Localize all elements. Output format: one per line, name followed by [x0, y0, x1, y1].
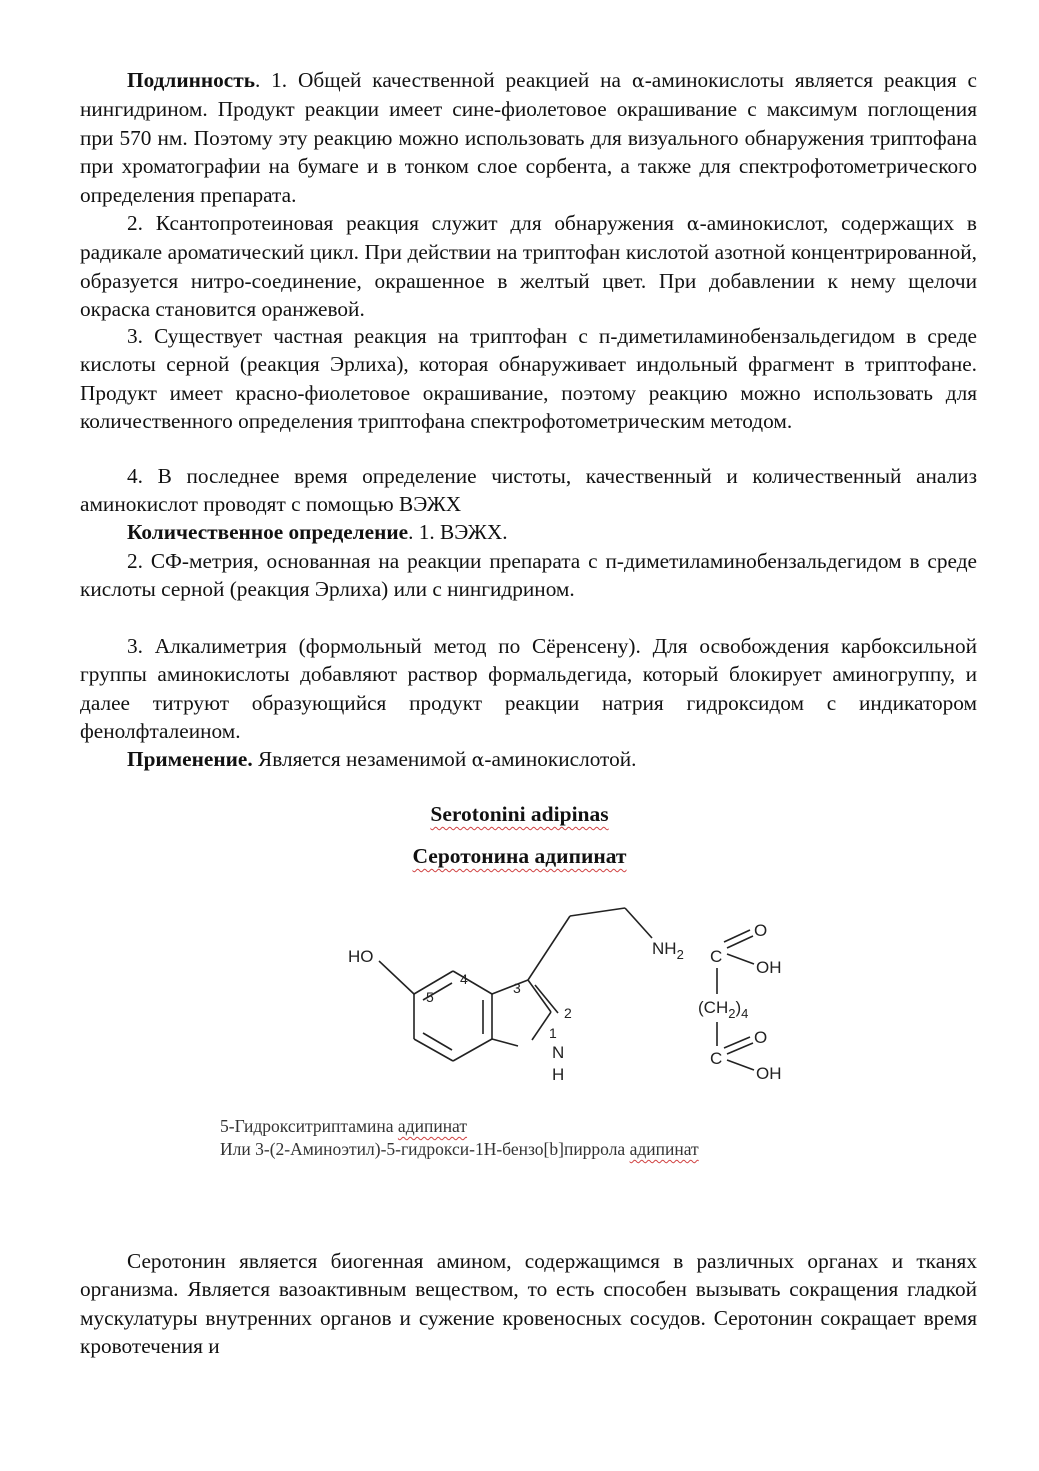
- text-run: 2. Ксантопротеиновая реакция служит для обнаружения: [127, 211, 687, 235]
- paragraph-application: [80, 745, 977, 774]
- latin-name-text: Serotonini adipinas: [430, 802, 609, 826]
- text-run: Является незаменимой: [252, 747, 472, 771]
- label-o-bottom: O: [754, 1028, 768, 1047]
- paragraph-quantitative-1: [80, 518, 977, 546]
- heading-authenticity: Подлинность: [127, 68, 255, 92]
- paragraph-quantitative-3: 3. Алкалиметрия (формольный метод по Сёренсену). Для освобождения карбоксильной группы аминокислоты добавляют раствор формальдегида, который блокирует аминогруппу, и далее титруют образующийся продукт реакции натрия гидроксидом с индикатором фенолфталеином.: [80, 634, 977, 744]
- label-c-bottom: C: [710, 1049, 723, 1068]
- caption-text: 5-Гидрокситриптамина: [220, 1116, 398, 1136]
- label-pos-4: 4: [460, 971, 468, 987]
- structure-labels: [348, 921, 782, 1084]
- ch2-close: ): [735, 998, 742, 1017]
- caption-line-2: [220, 1139, 699, 1160]
- caption-text-underlined: адипинат: [397, 1116, 468, 1136]
- nh2-subscript: 2: [676, 947, 684, 962]
- label-oh-top: OH: [756, 958, 782, 977]
- ch2-subscript: 2: [728, 1006, 736, 1021]
- paragraph-authenticity-2: [80, 209, 977, 324]
- text-run: . 1. ВЭЖХ.: [408, 520, 508, 544]
- label-oh-bottom: OH: [756, 1064, 782, 1083]
- label-c-top: C: [710, 947, 723, 966]
- text-run: -аминокислотой.: [484, 747, 637, 771]
- label-pos-3: 3: [513, 980, 521, 996]
- label-pos-5: 5: [426, 989, 434, 1005]
- paragraph-quantitative-2: 2. СФ-метрия, основанная на реакции препарата с п-диметиламинобензальдегидом в среде кислоты серной (реакция Эрлиха) или с нингидрином.: [80, 549, 977, 602]
- drug-latin-name: [0, 802, 1039, 827]
- alpha-symbol: α: [686, 213, 700, 235]
- label-nh2: [652, 939, 684, 962]
- paragraph-authenticity-3: 3. Существует частная реакция на триптофан с п-диметиламинобензальдегидом в среде кислоты серной (реакция Эрлиха), которая обнаруживает индольный фрагмент в триптофане. Продукт имеет красно-фиолетовое окрашивание, поэтому реакцию можно использовать для количественного определения триптофана спектрофотометрическим методом.: [80, 324, 977, 434]
- label-pos-1: 1: [549, 1025, 557, 1041]
- label-n-atom: N: [552, 1043, 565, 1062]
- caption-line-1: [220, 1116, 467, 1137]
- caption-text-underlined: адипинат: [629, 1139, 699, 1159]
- text-run: -аминокислоты является реакция с нингидрином. Продукт реакции имеет сине-фиолетовое окрашивание с максимум поглощения при 570 нм. Поэтому эту реакцию можно использовать для визуального обнаружения триптофана при хроматографии на бумаге и в тонком слое сорбента, а также для спектрофотометрического определения препарата.: [80, 68, 977, 207]
- label-ch2-group: [698, 998, 748, 1021]
- heading-quantitative: Количественное определение: [127, 520, 409, 544]
- ch2-open: (CH: [698, 998, 729, 1017]
- caption-text: Или 3-(2-Аминоэтил)-5-гидрокси-1Н-бензо[b]пиррола: [220, 1139, 630, 1159]
- label-o-top: O: [754, 921, 768, 940]
- paragraph-authenticity-4: 4. В последнее время определение чистоты, качественный и количественный анализ аминокислот проводят с помощью ВЭЖХ: [80, 464, 977, 517]
- nh-text: NH: [652, 939, 677, 958]
- alpha-symbol: α: [471, 749, 485, 771]
- text-run: -аминокислот, содержащих в радикале ароматический цикл. При действии на триптофан кислотой азотной концентрированной, образуется нитро-соединение, окрашенное в желтый цвет. При добавлении к нему щелочи окраска становится оранжевой.: [80, 211, 977, 322]
- heading-application: Применение.: [127, 747, 253, 771]
- ch2-count: 4: [741, 1006, 749, 1021]
- label-h-atom: H: [552, 1065, 565, 1084]
- structure-bonds: [379, 908, 754, 1070]
- paragraph-serotonin: Серотонин является биогенная амином, содержащимся в различных органах и тканях организма. Является вазоактивным веществом, то есть способен вызывать сокращения гладкой мускулатуры внутренних органов и сужение кровеносных сосудов. Серотонин сокращает время кровотечения и: [80, 1249, 977, 1359]
- structure-drawing: [330, 898, 810, 1098]
- drug-russian-name: [0, 844, 1039, 869]
- alpha-symbol: α: [631, 70, 645, 92]
- serotonin-adipinate-structure: [330, 898, 810, 1098]
- label-pos-2: 2: [564, 1005, 572, 1021]
- russian-name-text: Серотонина адипинат: [412, 844, 627, 868]
- label-ho: HO: [348, 947, 374, 966]
- paragraph-authenticity-1: [80, 66, 977, 209]
- text-run: . 1. Общей качественной реакцией на: [254, 68, 632, 92]
